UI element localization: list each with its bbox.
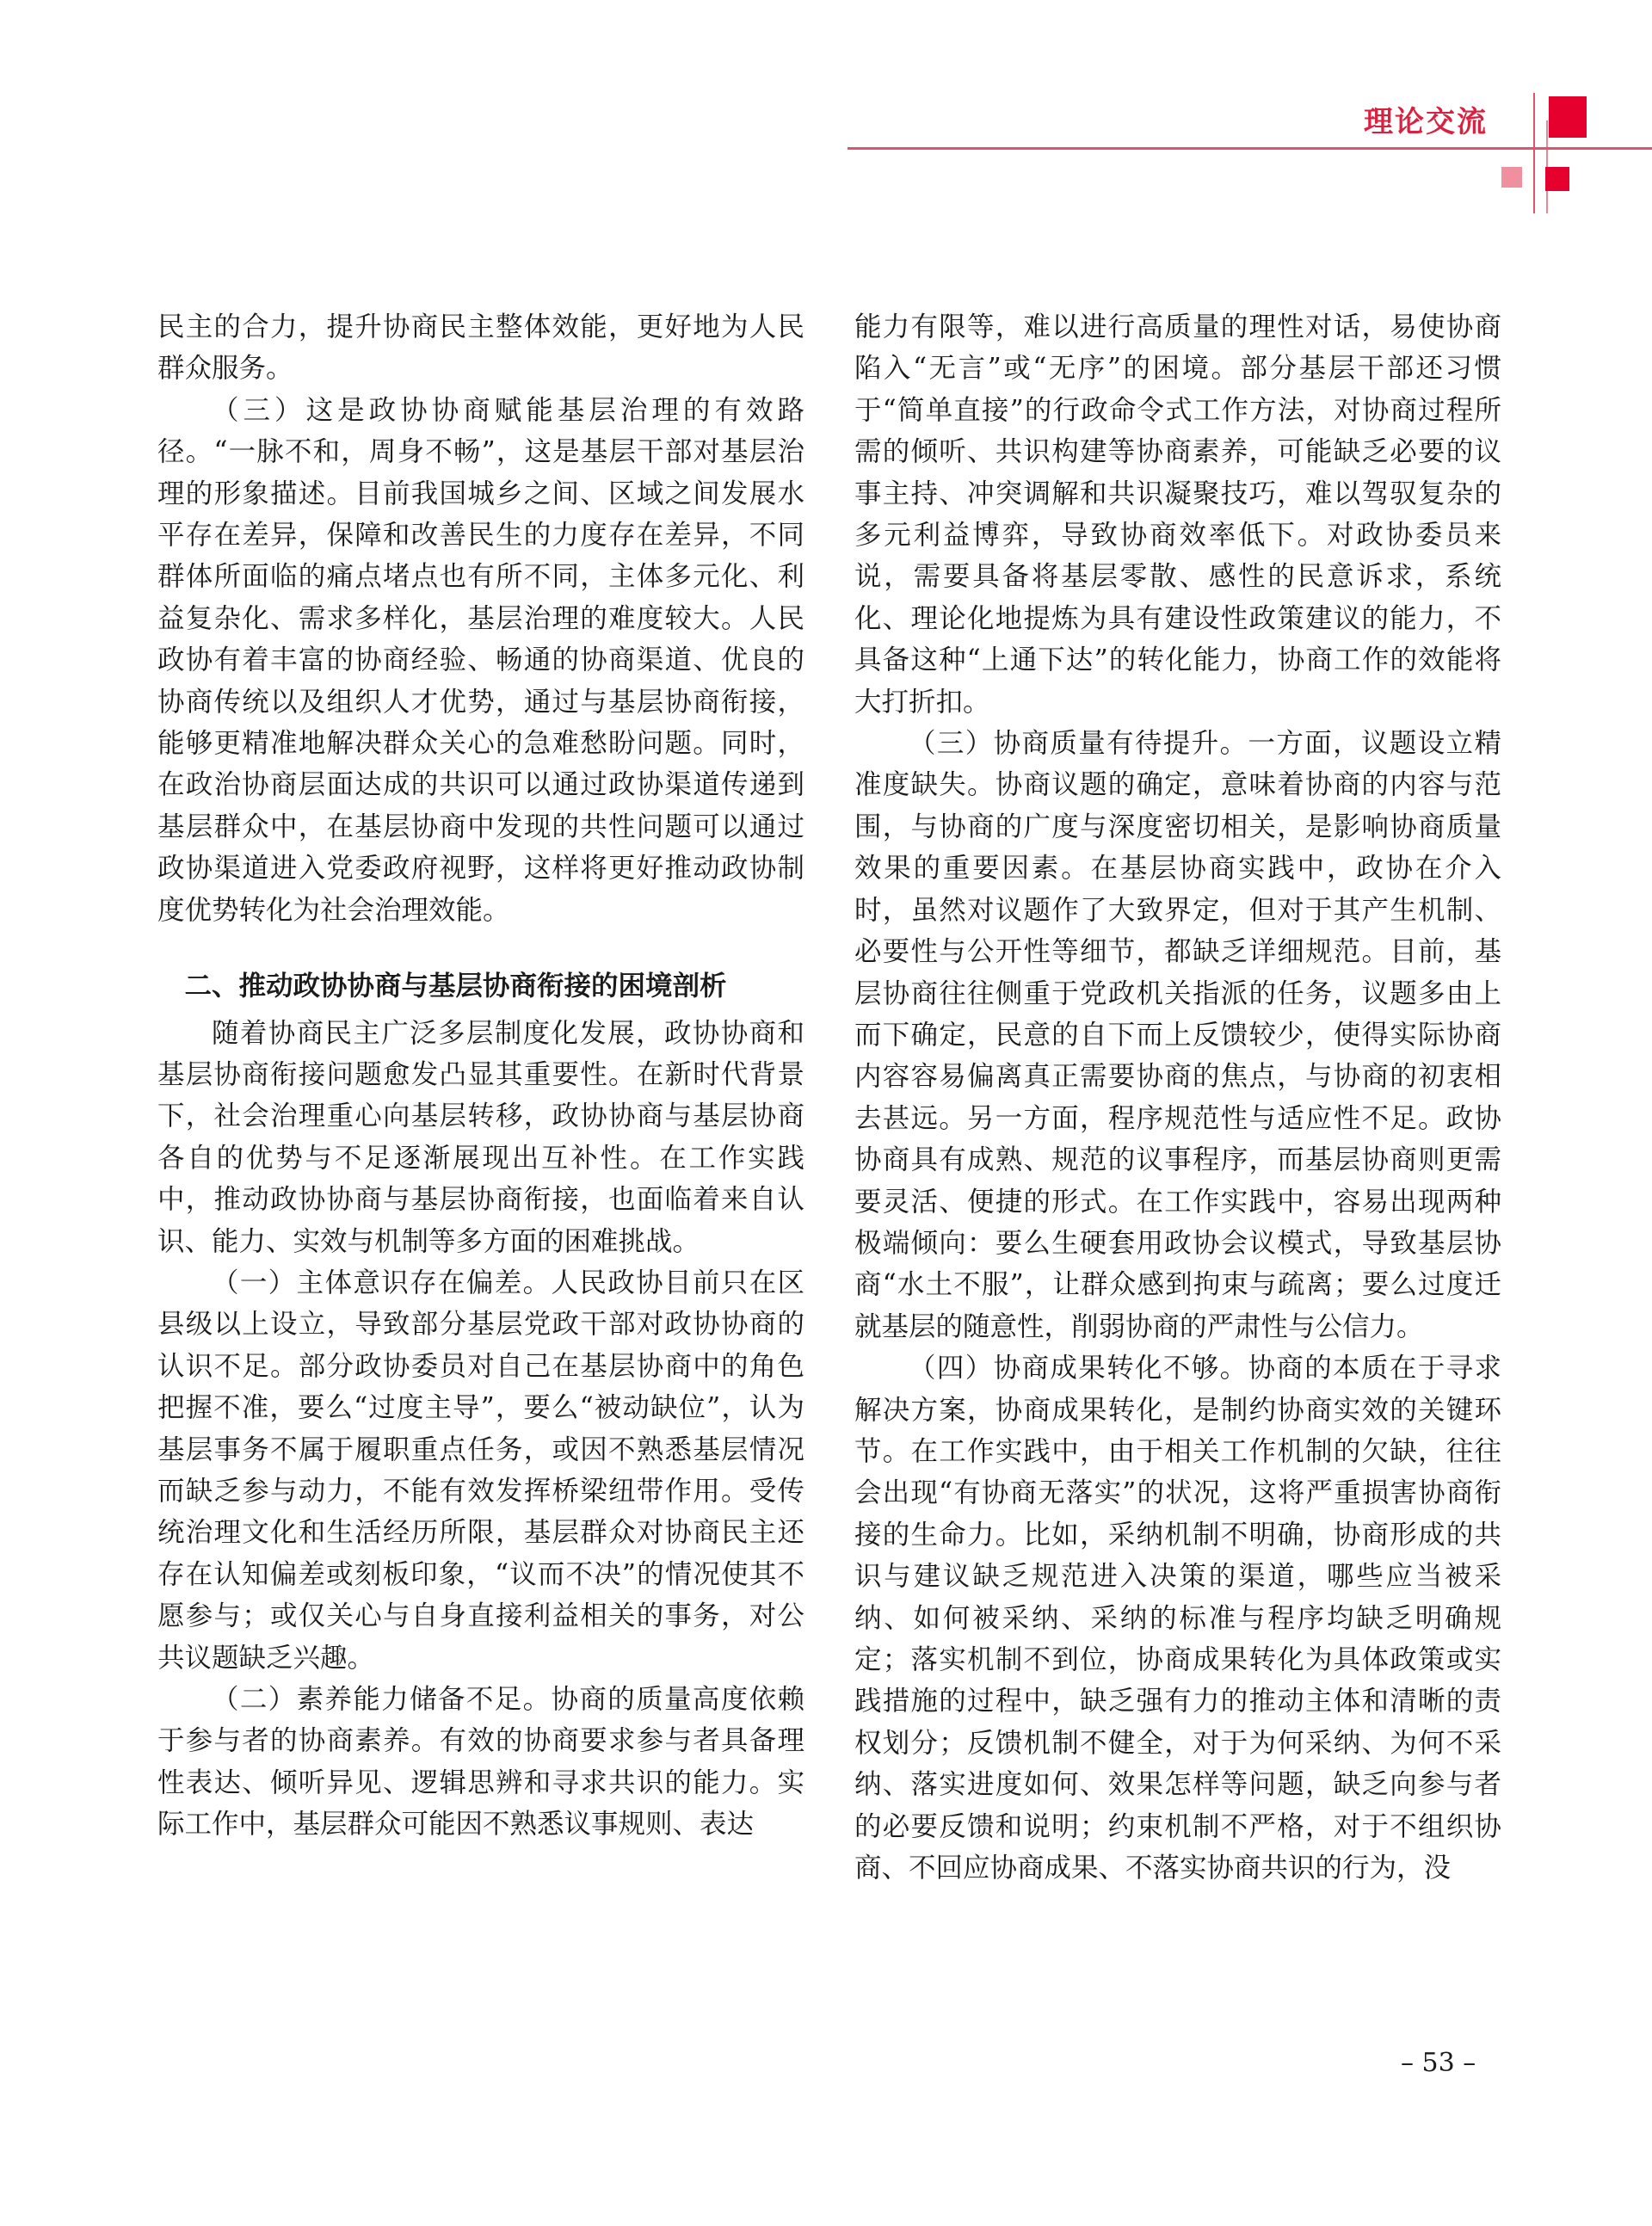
header-red-square-small [1545,167,1569,191]
header-pink-square [1501,167,1522,188]
paragraph: 随着协商民主广泛多层制度化发展，政协协商和基层协商衔接问题愈发凸显其重要性。在新时代背景下，社会治理重心向基层转移，政协协商与基层协商各自的优势与不足逐渐展现出互补性。在工作实践中，推动政协协商与基层协商衔接，也面临着来自认识、能力、实效与机制等多方面的困难挑战。 [157,1017,804,1257]
paragraph: （一）主体意识存在偏差。人民政协目前只在区县级以上设立，导致部分基层党政干部对政协协商的认识不足。部分政协委员对自己在基层协商中的角色把握不准，要么“过度主导”，要么“被动缺位”，认为基层事务不属于履职重点任务，或因不熟悉基层情况而缺乏参与动力，不能有效发挥桥梁纽带作用。受传统治理文化和生活经历所限，基层群众对协商民主还存在认知偏差或刻板印象，“议而不决”的情况使其不愿参与；或仅关心与自身直接利益相关的事务，对公共议题缺乏兴趣。 [157,1267,804,1674]
page-number: – 53 – [1401,2048,1476,2078]
right-column [854,306,1501,1889]
paragraph: 能力有限等，难以进行高质量的理性对话，易使协商陷入“无言”或“无序”的困境。部分基层干部还习惯于“简单直接”的行政命令式工作方法，对协商过程所需的倾听、共识构建等协商素养，可能缺乏必要的议事主持、冲突调解和共识凝聚技巧，难以驾驭复杂的多元利益博弈，导致协商效率低下。对政协委员来说，需要具备将基层零散、感性的民意诉求，系统化、理论化地提炼为具有建设性政策建议的能力，不具备这种“上通下达”的转化能力，协商工作的效能将大打折扣。 [854,311,1501,718]
left-column [157,306,804,1846]
paragraph: 民主的合力，提升协商民主整体效能，更好地为人民群众服务。 [157,311,804,385]
paragraph: （四）协商成果转化不够。协商的本质在于寻求解决方案，协商成果转化，是制约协商实效的关键环节。在工作实践中，由于相关工作机制的欠缺，往往会出现“有协商无落实”的状况，这将严重损害协商衔接的生命力。比如，采纳机制不明确，协商形成的共识与建议缺乏规范进入决策的渠道，哪些应当被采纳、如何被采纳、采纳的标准与程序均缺乏明确规定；落实机制不到位，协商成果转化为具体政策或实践措施的过程中，缺乏强有力的推动主体和清晰的责权划分；反馈机制不健全，对于为何采纳、为何不采纳、落实进度如何、效果怎样等问题，缺乏向参与者的必要反馈和说明；约束机制不严格，对于不组织协商、不回应协商成果、不落实协商共识的行为，没 [854,1353,1501,1884]
section-title: 理论交流 [1364,105,1488,139]
header-red-square [1549,96,1587,138]
header-rule [848,147,1652,150]
paragraph: （二）素养能力储备不足。协商的质量高度依赖于参与者的协商素养。有效的协商要求参与者具备理性表达、倾听异见、逻辑思辨和寻求共识的能力。实际工作中，基层群众可能因不熟悉议事规则、表达 [157,1684,804,1841]
header-vertical-line [1533,93,1535,213]
paragraph: （三）协商质量有待提升。一方面，议题设立精准度缺失。协商议题的确定，意味着协商的内容与范围，与协商的广度与深度密切相关，是影响协商质量效果的重要因素。在基层协商实践中，政协在介入时，虽然对议题作了大致界定，但对于其产生机制、必要性与公开性等细节，都缺乏详细规范。目前，基层协商往往侧重于党政机关指派的任务，议题多由上而下确定，民意的自下而上反馈较少，使得实际协商内容容易偏离真正需要协商的焦点，与协商的初衷相去甚远。另一方面，程序规范性与适应性不足。政协协商具有成熟、规范的议事程序，而基层协商则更需要灵活、便捷的形式。在工作实践中，容易出现两种极端倾向：要么生硬套用政协会议模式，导致基层协商“水土不服”，让群众感到拘束与疏离；要么过度迁就基层的随意性，削弱协商的严肃性与公信力。 [854,728,1501,1342]
paragraph: （三）这是政协协商赋能基层治理的有效路径。“一脉不和，周身不畅”，这是基层干部对基层治理的形象描述。目前我国城乡之间、区域之间发展水平存在差异，保障和改善民生的力度存在差异，不同群体所面临的痛点堵点也有所不同，主体多元化、利益复杂化、需求多样化，基层治理的难度较大。人民政协有着丰富的协商经验、畅通的协商渠道、优良的协商传统以及组织人才优势，通过与基层协商衔接，能够更精准地解决群众关心的急难愁盼问题。同时，在政治协商层面达成的共识可以通过政协渠道传递到基层群众中，在基层协商中发现的共性问题可以通过政协渠道进入党委政府视野，这样将更好推动政协制度优势转化为社会治理效能。 [157,394,804,926]
section-heading: 二、推动政协协商与基层协商衔接的困境剖析 [184,971,727,1002]
